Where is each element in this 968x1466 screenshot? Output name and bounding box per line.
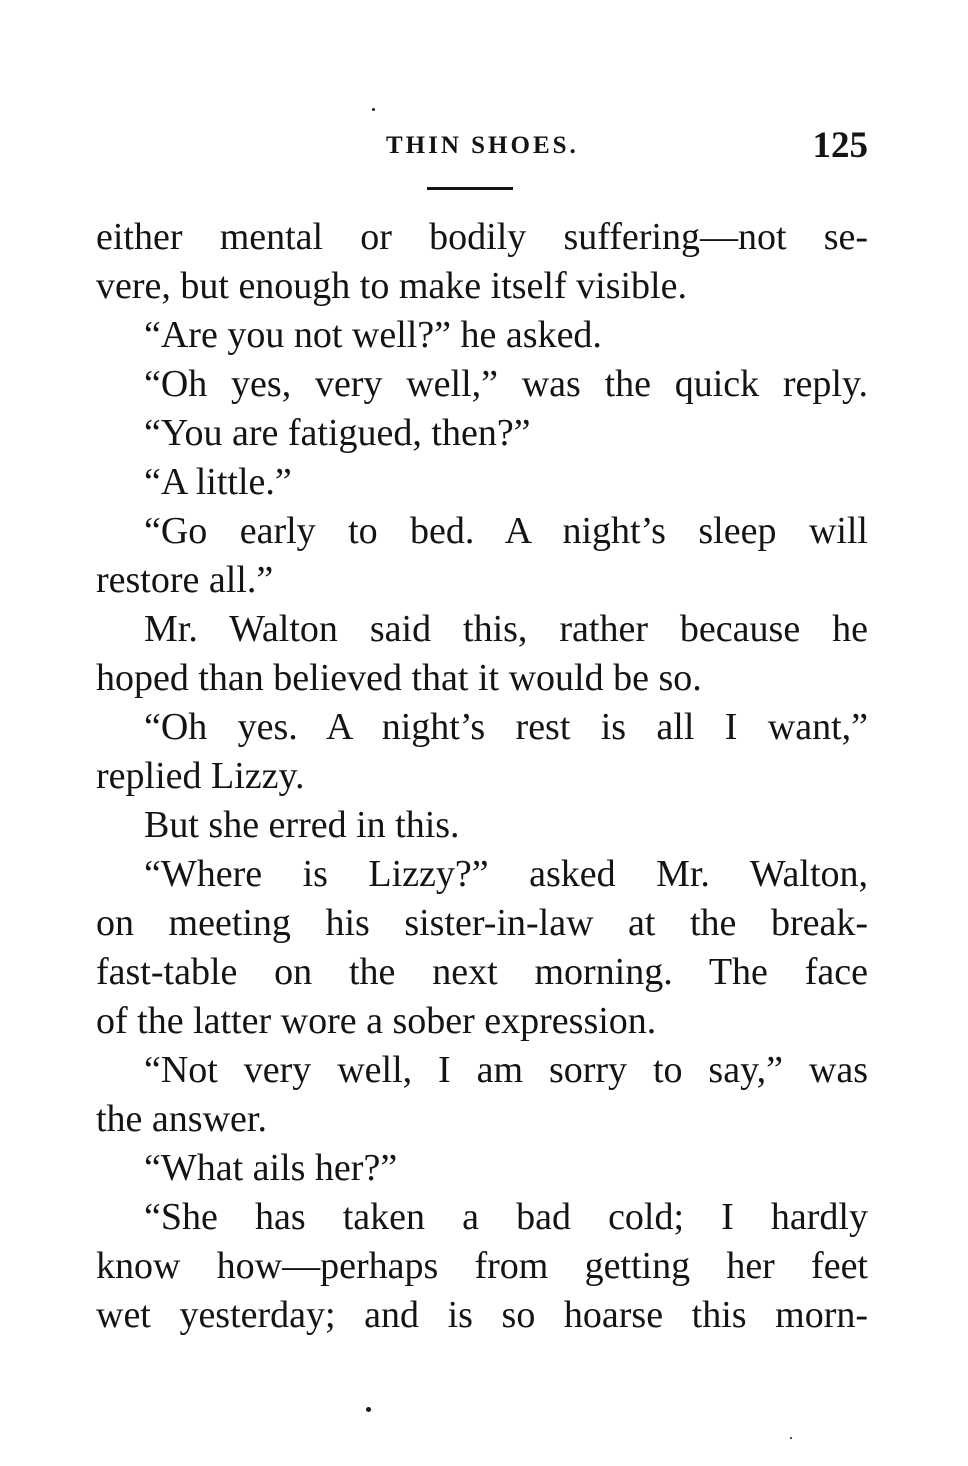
ink-speck <box>366 1407 371 1412</box>
text-line: “Are you not well?” he asked. <box>144 314 602 356</box>
running-title: THIN SHOES. <box>386 132 579 159</box>
page-number: 125 <box>812 125 868 166</box>
text-line: the answer. <box>96 1098 267 1140</box>
text-line: on meeting his sister-in-law at the break- <box>96 902 868 944</box>
running-head <box>96 125 868 168</box>
text-line: “Not very well, I am sorry to say,” was <box>144 1049 868 1091</box>
text-line: “Where is Lizzy?” asked Mr. Walton, <box>144 853 868 895</box>
ink-speck <box>790 1437 792 1439</box>
text-line: “Oh yes. A night’s rest is all I want,” <box>144 706 868 748</box>
body-text <box>96 213 868 1340</box>
text-line: “What ails her?” <box>144 1147 398 1189</box>
text-line: But she erred in this. <box>144 804 460 846</box>
text-line: of the latter wore a sober expression. <box>96 1000 657 1042</box>
text-line: either mental or bodily suffering—not se- <box>96 216 868 258</box>
text-line: know how—perhaps from getting her feet <box>96 1245 868 1287</box>
text-line: “You are fatigued, then?” <box>144 412 531 454</box>
text-line: hoped than believed that it would be so. <box>96 657 702 699</box>
text-line: wet yesterday; and is so hoarse this morn- <box>96 1294 868 1336</box>
text-line: replied Lizzy. <box>96 755 305 797</box>
text-line: “She has taken a bad cold; I hardly <box>144 1196 868 1238</box>
text-line: fast-table on the next morning. The face <box>96 951 868 993</box>
text-line: vere, but enough to make itself visible. <box>96 265 687 307</box>
text-line: “A little.” <box>144 461 292 503</box>
text-line: restore all.” <box>96 559 274 601</box>
text-line: Mr. Walton said this, rather because he <box>144 608 868 650</box>
text-line: “Go early to bed. A night’s sleep will <box>144 510 868 552</box>
text-line: “Oh yes, very well,” was the quick reply. <box>144 363 868 405</box>
header-rule <box>427 187 513 190</box>
ink-speck <box>372 108 375 111</box>
